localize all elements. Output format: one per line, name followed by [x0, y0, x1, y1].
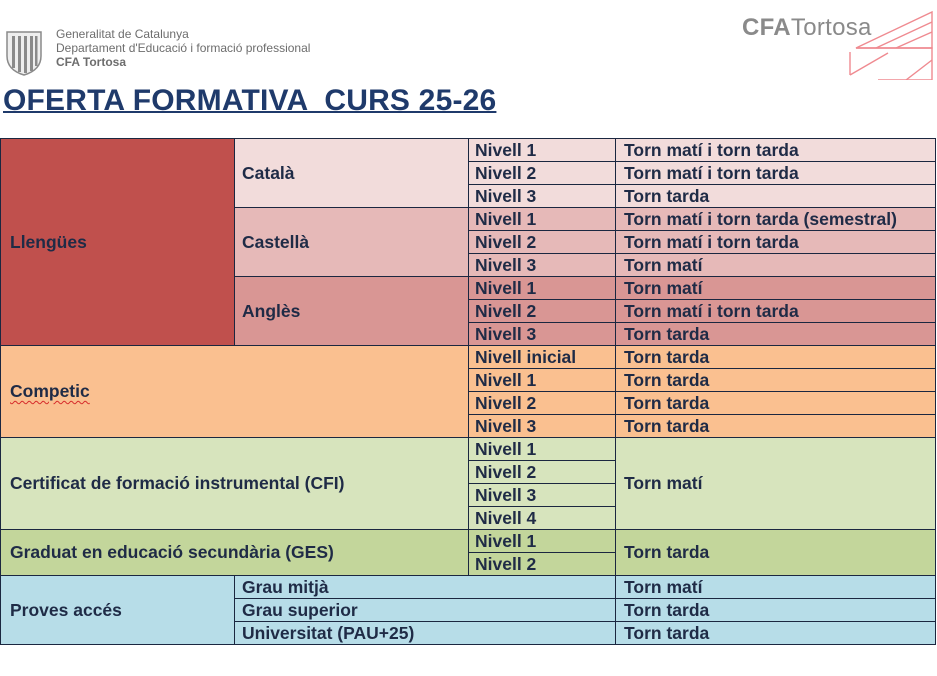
level-cell: Nivell 2: [469, 231, 616, 254]
level-cell: Nivell 3: [469, 254, 616, 277]
table-row: [1, 346, 936, 369]
subcategory-angles: Anglès: [235, 277, 469, 346]
shift-cell: Torn tarda: [616, 392, 936, 415]
shift-cell: Torn tarda: [616, 530, 936, 576]
level-cell: Nivell 2: [469, 461, 616, 484]
shift-cell: Torn tarda: [616, 323, 936, 346]
brand-name-rest: Tortosa: [790, 14, 872, 41]
shift-cell: Torn tarda: [616, 185, 936, 208]
shift-cell: Torn matí: [616, 576, 936, 599]
shift-cell: Torn matí i torn tarda: [616, 139, 936, 162]
shift-cell: Torn matí i torn tarda: [616, 162, 936, 185]
category-cfi: Certificat de formació instrumental (CFI): [1, 438, 469, 530]
shift-cell: Torn tarda: [616, 622, 936, 645]
category-competic: [1, 346, 469, 438]
level-cell: Nivell 1: [469, 139, 616, 162]
level-cell: Nivell 1: [469, 208, 616, 231]
table-row: [1, 139, 936, 162]
level-cell: Nivell 4: [469, 507, 616, 530]
subcategory-catala: Català: [235, 139, 469, 208]
shift-cell: Torn tarda: [616, 346, 936, 369]
level-cell: Nivell 3: [469, 323, 616, 346]
org-line-department: Departament d'Educació i formació professional: [56, 41, 311, 55]
table-row: [1, 576, 936, 599]
level-cell: Nivell inicial: [469, 346, 616, 369]
level-cell: Nivell 2: [469, 392, 616, 415]
shift-cell: Torn tarda: [616, 599, 936, 622]
level-cell: Nivell 3: [469, 185, 616, 208]
level-cell: Grau mitjà: [235, 576, 616, 599]
org-line-government: Generalitat de Catalunya: [56, 27, 189, 41]
level-cell: Nivell 2: [469, 162, 616, 185]
course-offer-table: [0, 138, 936, 645]
level-cell: Nivell 1: [469, 369, 616, 392]
shift-cell: Torn matí: [616, 277, 936, 300]
level-cell: Nivell 1: [469, 438, 616, 461]
level-cell: Nivell 2: [469, 553, 616, 576]
level-cell: Nivell 3: [469, 415, 616, 438]
shift-cell: Torn tarda: [616, 369, 936, 392]
category-proves-acces: Proves accés: [1, 576, 235, 645]
cfa-triangles-icon: [846, 8, 937, 80]
category-competic-label: Competic: [10, 381, 90, 401]
subcategory-castella: Castellà: [235, 208, 469, 277]
brand-name-bold: CFA: [742, 14, 791, 41]
shift-cell: Torn matí i torn tarda: [616, 231, 936, 254]
page-title: OFERTA FORMATIVA CURS 25-26: [3, 84, 497, 117]
category-ges: Graduat en educació secundària (GES): [1, 530, 469, 576]
category-llengues: Llengües: [1, 139, 235, 346]
level-cell: Universitat (PAU+25): [235, 622, 616, 645]
level-cell: Nivell 1: [469, 277, 616, 300]
shift-cell: Torn matí: [616, 438, 936, 530]
shift-cell: Torn tarda: [616, 415, 936, 438]
table-row: [1, 530, 936, 553]
organization-block: [56, 27, 310, 69]
level-cell: Nivell 3: [469, 484, 616, 507]
level-cell: Nivell 2: [469, 300, 616, 323]
level-cell: Nivell 1: [469, 530, 616, 553]
gencat-shield-icon: [4, 28, 44, 76]
org-line-centre: CFA Tortosa: [56, 55, 127, 69]
cfa-tortosa-logo: [742, 8, 937, 80]
level-cell: Grau superior: [235, 599, 616, 622]
page-header: [0, 0, 937, 80]
table-row: [1, 438, 936, 461]
shift-cell: Torn matí: [616, 254, 936, 277]
shift-cell: Torn matí i torn tarda: [616, 300, 936, 323]
shift-cell: Torn matí i torn tarda (semestral): [616, 208, 936, 231]
